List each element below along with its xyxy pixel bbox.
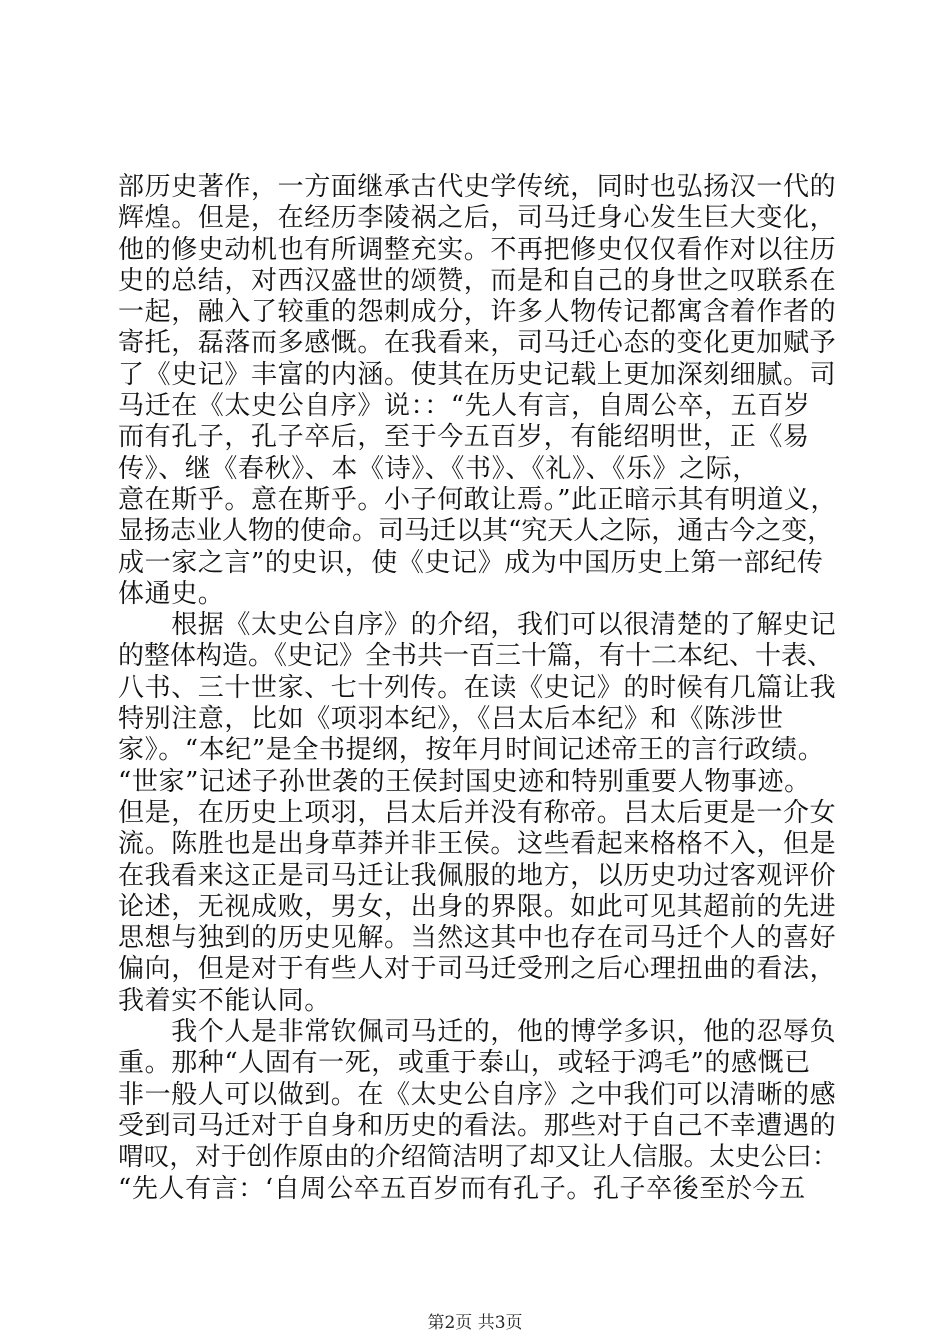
text-line: 显扬志业人物的使命。司马迁以其“究天人之际，通古今之变，: [118, 516, 834, 547]
text-line: 特别注意，比如《项羽本纪》，《吕太后本纪》和《陈涉世: [118, 704, 784, 735]
text-line: 偏向，但是对于有些人对于司马迁受刑之后心理扭曲的看法，: [118, 954, 837, 985]
text-line: 的整体构造。《史记》全书共一百三十篇，有十二本纪、十表、: [118, 641, 834, 672]
text-line: 我着实不能认同。: [118, 985, 331, 1016]
text-line: 喟叹，对于创作原由的介绍简洁明了却又让人信服。太史公曰：: [118, 1142, 838, 1173]
text-line: 思想与独到的历史见解。当然这其中也存在司马迁个人的喜好: [118, 923, 837, 954]
text-line: “世家”记述子孙世袭的王侯封国史迹和特别重要人物事迹。: [118, 766, 811, 797]
text-line: 了《史记》丰富的内涵。使其在历史记载上更加深刻细腻。司: [118, 359, 837, 390]
text-line: 受到司马迁对于自身和历史的看法。那些对于自己不幸遭遇的: [118, 1110, 837, 1141]
text-line: 他的修史动机也有所调整充实。不再把修史仅仅看作对以往历: [118, 234, 837, 265]
text-line: 论述，无视成败，男女，出身的界限。如此可见其超前的先进: [118, 891, 837, 922]
text-line: 我个人是非常钦佩司马迁的，他的博学多识，他的忍辱负: [118, 1017, 837, 1048]
text-line: 体通史。: [118, 578, 225, 609]
text-line: 马迁在《太史公自序》说：：“先人有言，自周公卒，五百岁: [118, 391, 811, 422]
text-line: 八书、三十世家、七十列传。在读《史记》的时候有几篇让我: [118, 672, 837, 703]
text-line: 非一般人可以做到。在《太史公自序》之中我们可以清晰的感: [118, 1079, 837, 1110]
text-line: 但是，在历史上项羽，吕太后并没有称帝。吕太后更是一介女: [118, 797, 837, 828]
text-line: 辉煌。但是，在经历李陵祸之后，司马迁身心发生巨大变化，: [118, 203, 837, 234]
text-line: 根据《太史公自序》的介绍，我们可以很清楚的了解史记: [118, 610, 837, 641]
body-text: [118, 172, 838, 1205]
text-line: 成一家之言”的史识，使《史记》成为中国历史上第一部纪传: [118, 547, 824, 578]
text-line: “先人有言：‘自周公卒五百岁而有孔子。孔子卒後至於今五: [118, 1173, 806, 1204]
text-line: 意在斯乎。意在斯乎。小子何敢让焉。”此正暗示其有明道义，: [118, 484, 838, 515]
text-line: 家》。“本纪”是全书提纲，按年月时间记述帝王的言行政绩。: [118, 735, 825, 766]
text-line: 流。陈胜也是出身草莽并非王侯。这些看起来格格不入，但是: [118, 829, 837, 860]
text-line: 而有孔子，孔子卒后，至于今五百岁，有能绍明世，正《易: [118, 422, 810, 453]
text-line: 一起，融入了较重的怨刺成分，许多人物传记都寓含着作者的: [118, 297, 837, 328]
text-line: 部历史著作，一方面继承古代史学传统，同时也弘扬汉一代的: [118, 172, 837, 202]
text-line: 在我看来这正是司马迁让我佩服的地方，以历史功过客观评价: [118, 860, 837, 891]
text-line: 重。那种“人固有一死，或重于泰山，或轻于鸿毛”的感慨已: [118, 1048, 811, 1079]
page-number-footer: 第2页 共3页: [427, 1313, 523, 1333]
text-line: 史的总结，对西汉盛世的颂赞，而是和自己的身世之叹联系在: [118, 265, 837, 296]
text-line: 传》、继《春秋》、本《诗》、《书》、《礼》、《乐》之际，: [118, 453, 759, 484]
text-line: 寄托，磊落而多感慨。在我看来，司马迁心态的变化更加赋予: [118, 328, 837, 359]
